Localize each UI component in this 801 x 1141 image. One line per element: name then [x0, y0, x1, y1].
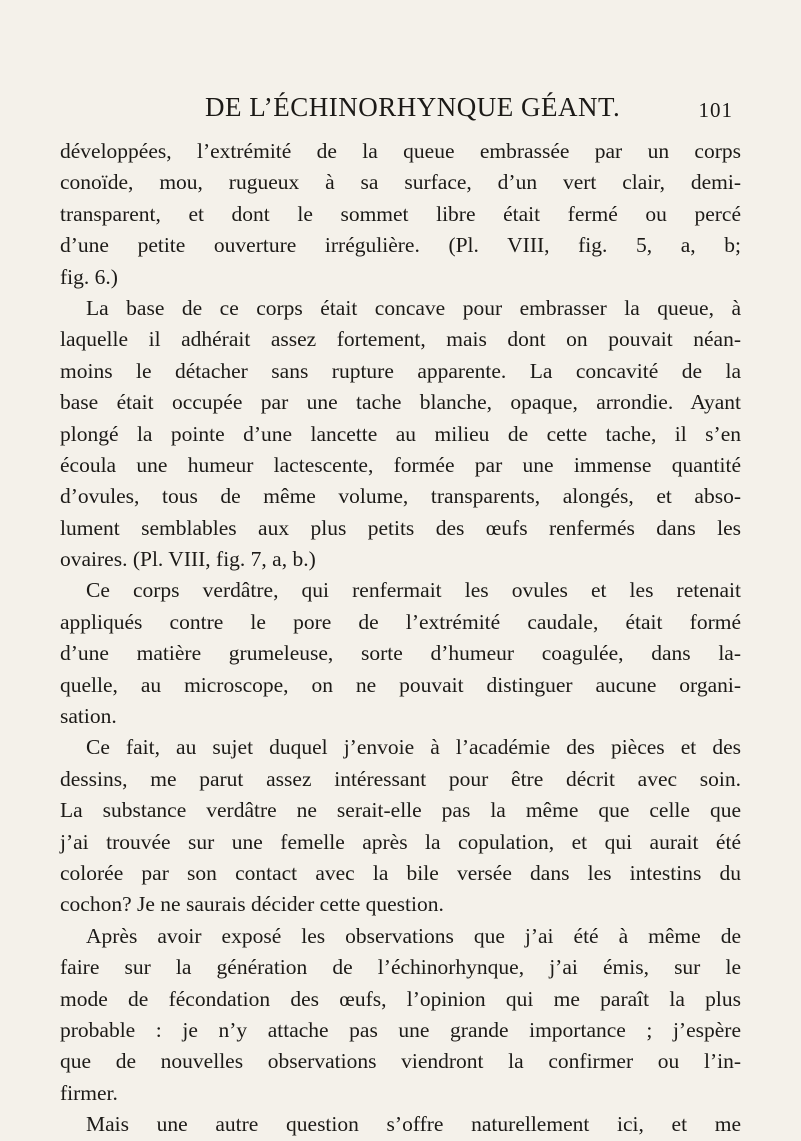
text-line: La base de ce corps était concave pour embrasser la queue, à — [86, 295, 741, 320]
text-line: laquelle il adhérait assez fortement, mais dont on pouvait néan- — [60, 327, 741, 352]
text-line: mode de fécondation des œufs, l’opinion qui me paraît la plus — [60, 986, 741, 1011]
text-line: base était occupée par une tache blanche, opaque, arrondie. Ayant — [60, 390, 741, 415]
text-line: firmer. — [60, 1080, 118, 1105]
body-text — [60, 136, 741, 1141]
text-line: quelle, au microscope, on ne pouvait distinguer aucune organi- — [60, 672, 741, 697]
text-line: transparent, et dont le sommet libre était fermé ou percé — [60, 201, 741, 226]
text-line: que de nouvelles observations viendront la confirmer ou l’in- — [60, 1049, 741, 1074]
text-line: lument semblables aux plus petits des œufs renfermés dans les — [60, 515, 741, 540]
text-line: dessins, me parut assez intéressant pour être décrit avec soin. — [60, 766, 741, 791]
running-title: DE L’ÉCHINORHYNQUE GÉANT. — [205, 92, 621, 122]
text-line: probable : je n’y attache pas une grande importance ; j’espère — [60, 1017, 741, 1042]
text-line: d’une petite ouverture irrégulière. (Pl. VIII, fig. 5, a, b; — [60, 233, 741, 258]
text-line: sation. — [60, 704, 117, 729]
text-line: développées, l’extrémité de la queue embrassée par un corps — [60, 139, 741, 163]
text-line: conoïde, mou, rugueux à sa surface, d’un vert clair, demi- — [60, 170, 741, 195]
text-line: moins le détacher sans rupture apparente. La concavité de la — [60, 358, 741, 383]
text-line: d’une matière grumeleuse, sorte d’humeur coagulée, dans la- — [60, 641, 741, 666]
text-line: ovaires. (Pl. VIII, fig. 7, a, b.) — [60, 547, 316, 572]
text-line: Mais une autre question s’offre naturellement ici, et me — [86, 1112, 741, 1137]
text-line: plongé la pointe d’une lancette au milieu de cette tache, il s’en — [60, 421, 741, 446]
text-line: fig. 6.) — [60, 264, 118, 289]
text-line: d’ovules, tous de même volume, transparents, alongés, et abso- — [60, 484, 741, 509]
running-head — [60, 92, 741, 132]
text-line: Après avoir exposé les observations que j’ai été à même de — [86, 923, 741, 948]
text-line: j’ai trouvée sur une femelle après la copulation, et qui aurait été — [60, 829, 741, 854]
text-line: Ce fait, au sujet duquel j’envoie à l’académie des pièces et des — [86, 735, 741, 760]
text-line: colorée par son contact avec la bile versée dans les intestins du — [60, 860, 741, 885]
text-line: cochon? Je ne saurais décider cette question. — [60, 892, 444, 917]
text-line: écoula une humeur lactescente, formée par une immense quantité — [60, 452, 741, 477]
text-line: appliqués contre le pore de l’extrémité caudale, était formé — [60, 609, 741, 634]
text-line: La substance verdâtre ne serait-elle pas la même que celle que — [60, 798, 741, 823]
text-line: Ce corps verdâtre, qui renfermait les ovules et les retenait — [86, 578, 741, 603]
text-line: faire sur la génération de l’échinorhynque, j’ai émis, sur le — [60, 955, 741, 980]
page-number: 101 — [698, 98, 733, 122]
